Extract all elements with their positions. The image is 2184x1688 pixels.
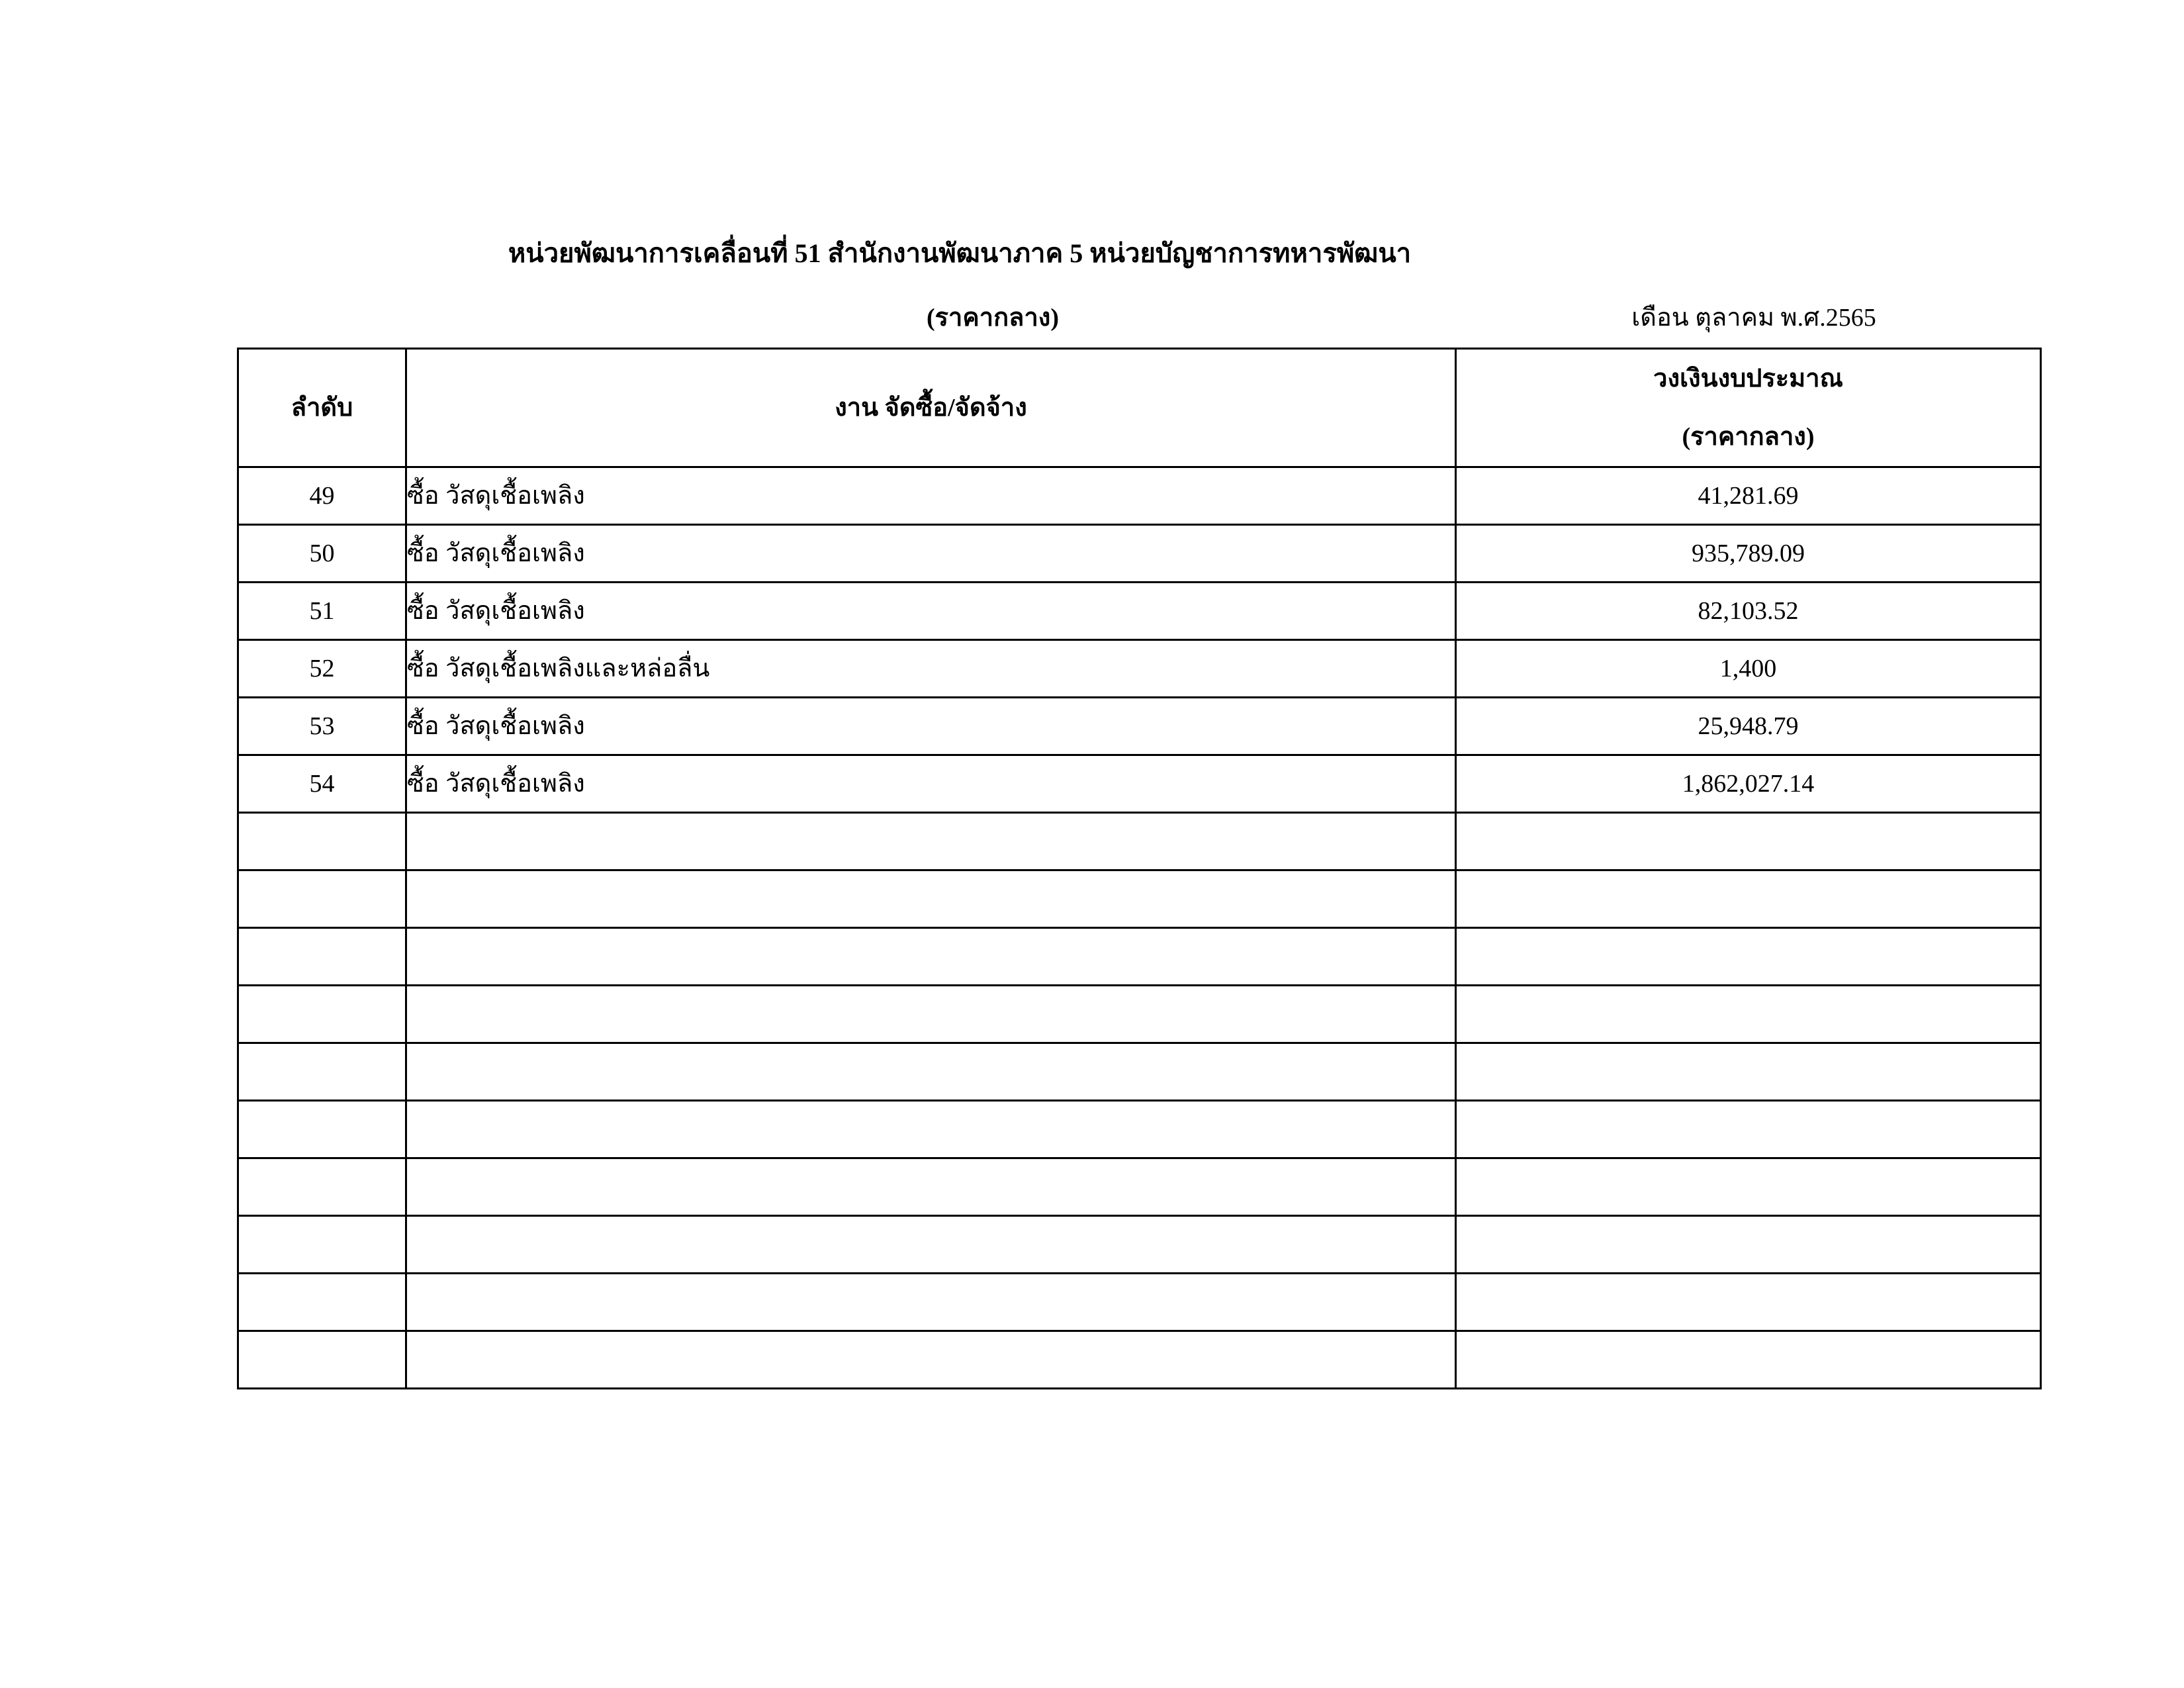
cell-seq (238, 928, 406, 986)
cell-item (406, 1216, 1456, 1274)
cell-item: ซื้อ วัสดุเชื้อเพลิง (406, 698, 1456, 755)
cell-item (406, 1101, 1456, 1158)
cell-item (406, 986, 1456, 1043)
table-row (238, 870, 2041, 928)
cell-amount (1456, 1158, 2041, 1216)
cell-seq: 49 (238, 467, 406, 525)
table-row (238, 1331, 2041, 1389)
table-body (238, 467, 2041, 1389)
column-header-budget-line2: (ราคากลาง) (1682, 423, 1815, 451)
table-row (238, 755, 2041, 813)
cell-amount (1456, 1216, 2041, 1274)
page-title: หน่วยพัฒนาการเคลื่อนที่ 51 สำนักงานพัฒนาภาค 5 หน่วยบัญชาการทหารพัฒนา (508, 238, 1412, 268)
cell-item: ซื้อ วัสดุเชื้อเพลิง (406, 467, 1456, 525)
column-header-seq: ลำดับ (238, 349, 406, 467)
cell-seq: 53 (238, 698, 406, 755)
cell-amount (1456, 870, 2041, 928)
cell-item (406, 1043, 1456, 1101)
table-header-row (238, 349, 2041, 467)
cell-seq: 50 (238, 525, 406, 583)
column-header-item: งาน จัดซื้อ/จัดจ้าง (406, 349, 1456, 467)
table-row (238, 1158, 2041, 1216)
procurement-table (237, 348, 2042, 1389)
cell-seq: 52 (238, 640, 406, 698)
table-row (238, 813, 2041, 870)
page-subtitle: (ราคากลาง) (926, 304, 1059, 332)
table-row (238, 1101, 2041, 1158)
cell-item (406, 1274, 1456, 1331)
column-header-budget (1456, 349, 2041, 467)
table-row (238, 1216, 2041, 1274)
table-row (238, 1043, 2041, 1101)
cell-seq (238, 1101, 406, 1158)
cell-amount: 82,103.52 (1456, 583, 2041, 640)
cell-amount: 41,281.69 (1456, 467, 2041, 525)
cell-seq (238, 1331, 406, 1389)
cell-amount: 1,862,027.14 (1456, 755, 2041, 813)
cell-seq (238, 1216, 406, 1274)
cell-seq (238, 986, 406, 1043)
cell-item: ซื้อ วัสดุเชื้อเพลิง (406, 525, 1456, 583)
cell-seq (238, 1274, 406, 1331)
report-month: เดือน ตุลาคม พ.ศ.2565 (1631, 304, 1876, 332)
table-row (238, 640, 2041, 698)
table-row (238, 525, 2041, 583)
cell-amount: 25,948.79 (1456, 698, 2041, 755)
table-row (238, 583, 2041, 640)
cell-amount (1456, 928, 2041, 986)
column-header-budget-line1: วงเงินงบประมาณ (1653, 365, 1843, 393)
cell-amount (1456, 813, 2041, 870)
cell-seq (238, 1158, 406, 1216)
cell-amount (1456, 1101, 2041, 1158)
cell-amount: 935,789.09 (1456, 525, 2041, 583)
cell-item (406, 870, 1456, 928)
table-row (238, 928, 2041, 986)
cell-amount (1456, 1043, 2041, 1101)
cell-item: ซื้อ วัสดุเชื้อเพลิงและหล่อลื่น (406, 640, 1456, 698)
cell-item (406, 928, 1456, 986)
table-row (238, 986, 2041, 1043)
cell-seq (238, 870, 406, 928)
table-row (238, 698, 2041, 755)
cell-seq: 51 (238, 583, 406, 640)
cell-seq: 54 (238, 755, 406, 813)
cell-item: ซื้อ วัสดุเชื้อเพลิง (406, 755, 1456, 813)
cell-item (406, 813, 1456, 870)
cell-item: ซื้อ วัสดุเชื้อเพลิง (406, 583, 1456, 640)
cell-amount (1456, 1274, 2041, 1331)
table-row (238, 467, 2041, 525)
cell-amount: 1,400 (1456, 640, 2041, 698)
cell-item (406, 1331, 1456, 1389)
cell-item (406, 1158, 1456, 1216)
cell-amount (1456, 986, 2041, 1043)
cell-seq (238, 1043, 406, 1101)
cell-seq (238, 813, 406, 870)
cell-amount (1456, 1331, 2041, 1389)
table-row (238, 1274, 2041, 1331)
